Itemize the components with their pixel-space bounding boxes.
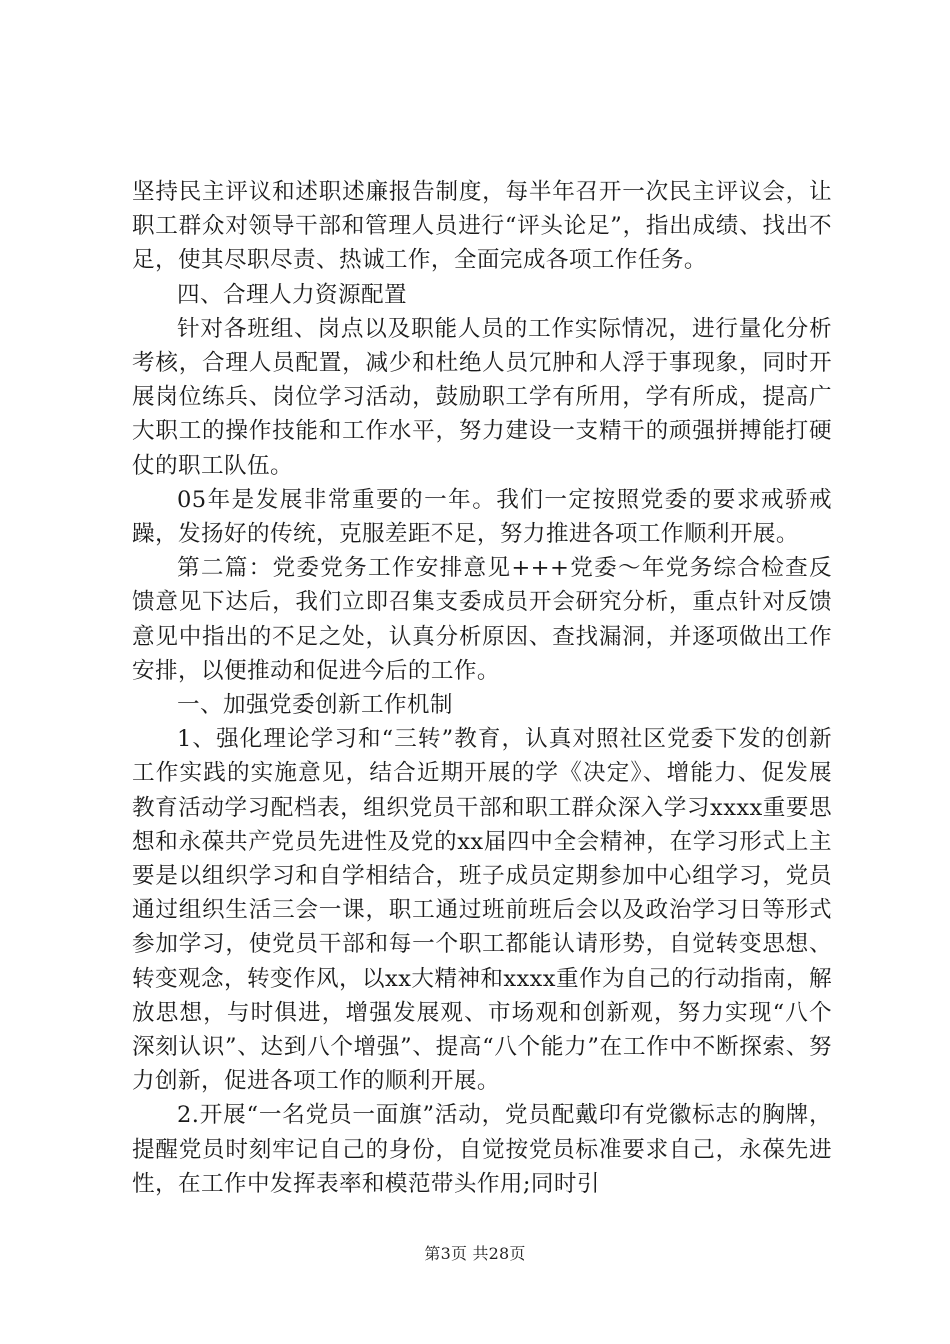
section-heading-1: 一、加强党委创新工作机制	[177, 692, 453, 719]
paragraph-4: 05年是发展非常重要的一年。我们一定按照党委的要求戒骄戒躁，发扬好的传统，克服差距不足，努力推进各项工作顺利开展。	[132, 486, 832, 548]
paragraph-7: 1、强化理论学习和“三转”教育，认真对照社区党委下发的创新工作实践的实施意见，结合近期开展的学《决定》、增能力、促发展教育活动学习配档表，组织党员干部和职工群众深入学习xxxx重要思想和永葆共产党员先进性及党的xx届四中全会精神，在学习形式上主要是以组织学习和自学相结合，班子成员定期参加中心组学习，党员通过组织生活三会一课，职工通过班前班后会以及政治学习日等形式参加学习，使党员干部和每一个职工都能认请形势，自觉转变思想、转变观念，转变作风，以xx大精神和xxxx重作为自己的行动指南，解放思想，与时俱进，增强发展观、市场观和创新观，努力实现“八个深刻认识”、达到八个增强”、提高“八个能力”在工作中不断探索、努力创新，促进各项工作的顺利开展。	[132, 726, 832, 1095]
paragraph-5: 第二篇：党委党务工作安排意见+++党委～年党务综合检查反馈意见下达后，我们立即召集支委成员开会研究分析，重点针对反馈意见中指出的不足之处，认真分析原因、查找漏洞，并逐项做出工作安排，以便推动和促进今后的工作。	[132, 555, 832, 684]
page-footer: 第3页 共28页	[424, 1244, 526, 1263]
paragraph-3: 针对各班组、岗点以及职能人员的工作实际情况，进行量化分析考核，合理人员配置，减少和杜绝人员冗肿和人浮于事现象，同时开展岗位练兵、岗位学习活动，鼓励职工学有所用，学有所成，提高广大职工的操作技能和工作水平，努力建设一支精干的顽强拼搏能打硬仗的职工队伍。	[132, 315, 832, 479]
paragraph-8: 2.开展“一名党员一面旗”活动，党员配戴印有党徽标志的胸牌，提醒党员时刻牢记自己的身份，自觉按党员标准要求自己，永葆先进性，在工作中发挥表率和模范带头作用;同时引	[132, 1102, 832, 1197]
document-body	[132, 175, 832, 1201]
paragraph-1: 坚持民主评议和述职述廉报告制度，每半年召开一次民主评议会，让职工群众对领导干部和管理人员进行“评头论足”，指出成绩、找出不足，使其尽职尽责、热诚工作，全面完成各项工作任务。	[132, 179, 832, 274]
section-heading-4: 四、合理人力资源配置	[177, 281, 407, 308]
